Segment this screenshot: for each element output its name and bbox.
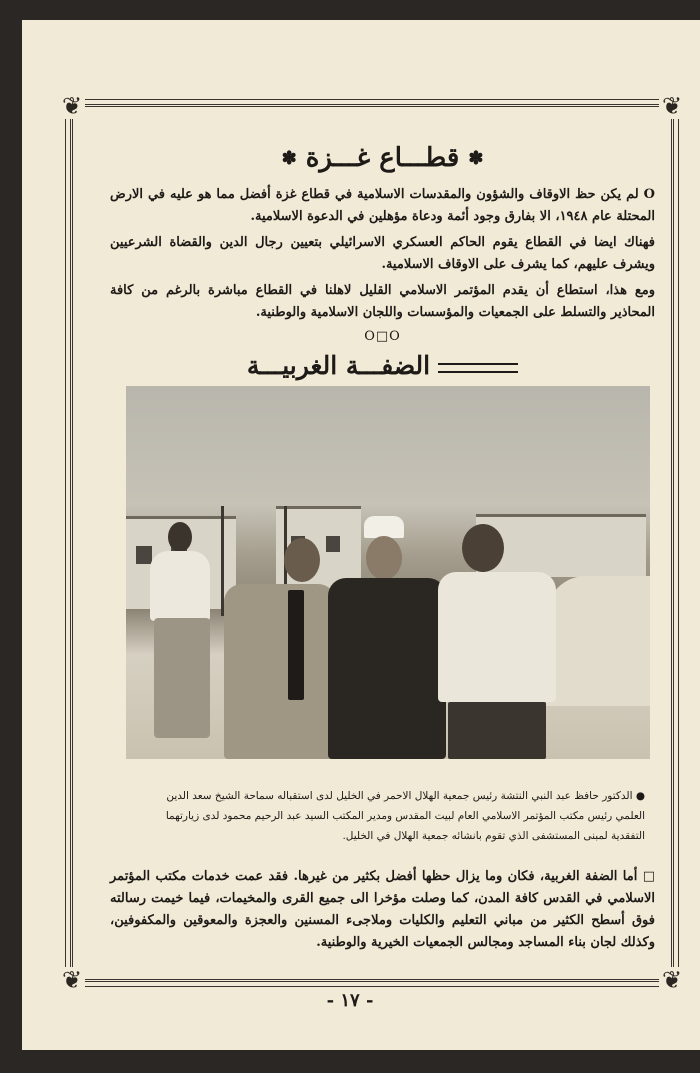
star-icon: ✽ (468, 148, 484, 169)
photo-rubble (546, 576, 650, 706)
photo-caption: ● الدكتور حافظ عبد النبي النتشة رئيس جمعية الهلال الاحمر في الخليل لدى استقباله سماحة الشيخ سعد الدين العلمي رئيس مكتب المؤتمر الاسلامي العام لبيت المقدس ومدير المكتب السيد عبد الرحيم محمود لدى زيارتهما التفقدية لمبنى المستشفى الذي تقوم بانشائه جمعية الهلال في الخليل. (165, 790, 645, 842)
gaza-paragraph-3: ومع هذا، استطاع أن يقدم المؤتمر الاسلامي القليل لاهلنا في القطاع مباشرة بالرغم من كافة المحاذير والتسلط على الجمعيات والمؤسسات واللجان الاسلامية والوطنية. (110, 283, 655, 320)
corner-ornament-icon: ❦ (59, 93, 85, 119)
article-body (110, 140, 655, 386)
section-separator: O□O (364, 329, 401, 344)
gaza-paragraph-2: فهناك ايضا في القطاع يقوم الحاكم العسكري الاسرائيلي بتعيين رجال الدين والقضاة الشرعيين ويشرف عليهم، كما يشرف على الاوقاف الاسلامية. (110, 235, 655, 272)
gaza-title-text: قطـــاع غـــزة (305, 143, 460, 173)
photo-window (326, 536, 340, 552)
corner-ornament-icon: ❦ (59, 967, 85, 993)
corner-ornament-icon: ❦ (659, 967, 685, 993)
news-photo (126, 386, 650, 759)
gaza-paragraph-1: O لم يكن حظ الاوقاف والشؤون والمقدسات الاسلامية في قطاع غزة أفضل مما هو عليه في الارض المحتلة عام ١٩٤٨، الا بفارق وجود أئمة ودعاة مؤهلين في الدعوة الاسلامية. (110, 187, 655, 224)
west-bank-paragraph: □ أما الضفة الغربية، فكان وما يزال حظها أفضل بكثير من غيرها. فقد عمت خدمات مكتب المؤتمر الاسلامي في القدس كافة المدن، كما وصلت مؤخرا الى جميع القرى والمخيمات، فيما خيمت رسالته فوق أسطح الكثير من مباني التعليم والكليات وملاجىء المسنين والعجزة والمعوقين والمكفوفين، وكذلك لجان بناء المساجد ومجالس الجمعيات الخيرية والوطنية. (110, 869, 655, 950)
star-icon: ✽ (281, 148, 297, 169)
page-number: - ١٧ - (326, 990, 374, 1011)
west-bank-title-text: الضفـــة الغربيـــة (246, 351, 431, 380)
title-double-rule (438, 363, 518, 373)
section-title-west-bank (110, 346, 655, 386)
section-title-gaza (110, 140, 655, 176)
photo-window (136, 546, 152, 564)
corner-ornament-icon: ❦ (659, 93, 685, 119)
